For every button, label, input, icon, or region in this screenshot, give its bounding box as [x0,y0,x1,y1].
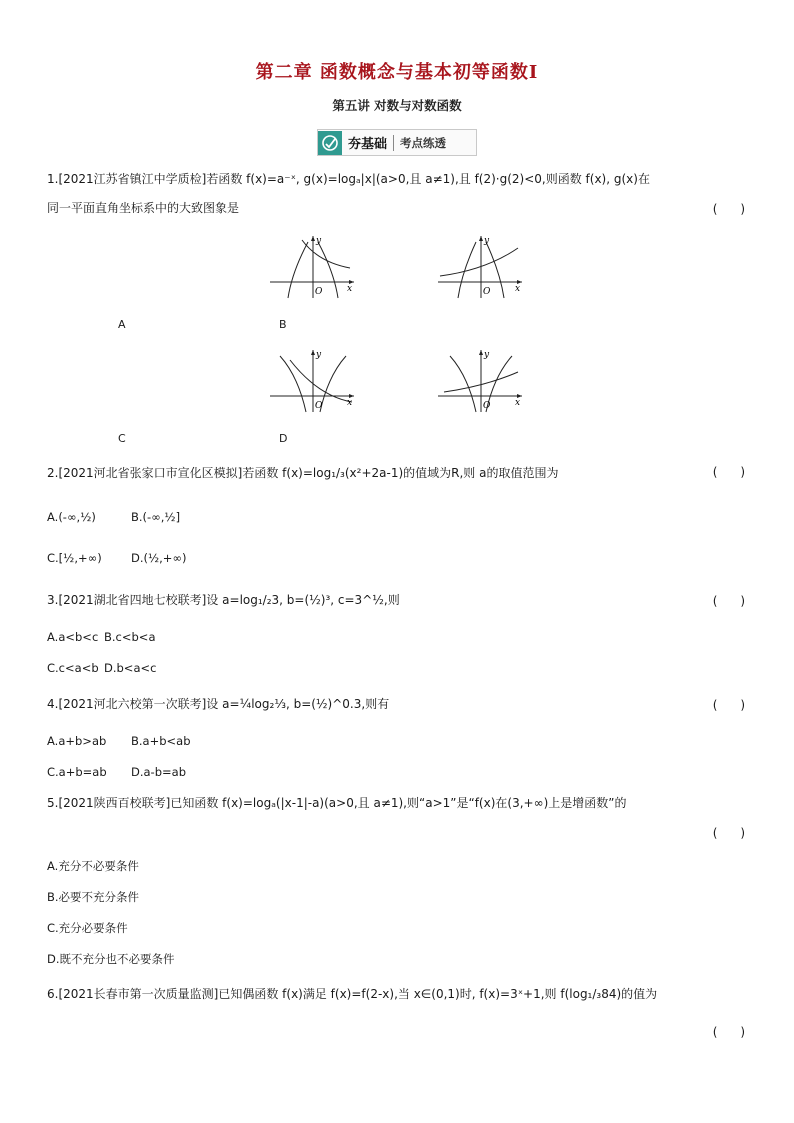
answer-blank-2[interactable]: ( ) [712,465,745,479]
chapter-title: 第二章 函数概念与基本初等函数Ⅰ [255,62,539,83]
question-5: 5.[2021陕西百校联考]已知函数 f(x)=logₐ(|x-1|-a)(a>0,且 a≠1),则“a>1”是“f(x)在(3,+∞)上是增函数”的 [47,796,627,810]
graph-c-y-label: y [316,350,322,360]
q2-option-c[interactable]: C.[½,+∞) [47,551,102,565]
q2-option-b[interactable]: B.(-∞,½] [131,510,181,524]
q5-option-b[interactable]: B.必要不充分条件 [47,890,140,904]
question-1-line2: 同一平面直角坐标系中的大致图象是 [47,201,240,215]
q2-option-d[interactable]: D.(½,+∞) [131,551,187,565]
question-2: 2.[2021河北省张家口市宣化区模拟]若函数 f(x)=log₁/₃(x²+2a-1)的值域为R,则 a的取值范围为 [47,466,559,480]
graph-d-y-label: y [484,350,490,360]
graph-c-origin: O [315,401,323,411]
answer-blank-5[interactable]: ( ) [712,826,745,840]
q3-option-d[interactable]: D.b<a<c [104,661,157,675]
graph-option-a [268,232,358,302]
badge-main-label: 夯基础 [348,137,388,152]
q4-option-a[interactable]: A.a+b>ab [47,734,107,748]
question-4: 4.[2021河北六校第一次联考]设 a=¼log₂⅓, b=(½)^0.3,则有 [47,697,390,711]
q4-option-b[interactable]: B.a+b<ab [131,734,191,748]
q5-option-c[interactable]: C.充分必要条件 [47,921,128,935]
answer-blank-6[interactable]: ( ) [712,1025,745,1039]
q2-option-a[interactable]: A.(-∞,½) [47,510,96,524]
badge-sub-label: 考点练透 [400,135,447,150]
graph-d-origin: O [483,401,491,411]
graph-b-y-label: y [484,236,490,246]
graph-b-origin: O [483,287,491,297]
question-1-line1: 1.[2021江苏省镇江中学质检]若函数 f(x)=a⁻ˣ, g(x)=logₐ|x|(a>0,且 a≠1),且 f(2)·g(2)<0,则函数 f(x), g(x)在 [47,172,650,186]
graph-a-x-label: x [347,284,353,294]
section-badge [317,129,477,156]
target-icon [318,131,342,155]
graph-a-label: A [118,318,126,331]
q3-option-a[interactable]: A.a<b<c [47,630,99,644]
graph-c-label: C [118,432,126,445]
q4-option-c[interactable]: C.a+b=ab [47,765,107,779]
graph-option-b [436,232,526,302]
graph-option-c [268,346,358,416]
q5-option-d[interactable]: D.既不充分也不必要条件 [47,952,175,966]
graph-option-d [436,346,526,416]
graph-d-label: D [279,432,288,445]
graph-d-x-label: x [515,398,521,408]
answer-blank-1[interactable]: ( ) [712,202,745,216]
question-6: 6.[2021长春市第一次质量监测]已知偶函数 f(x)满足 f(x)=f(2-x),当 x∈(0,1)时, f(x)=3ˣ+1,则 f(log₁/₃84)的值为 [47,987,658,1001]
graph-a-origin: O [315,287,323,297]
q5-option-a[interactable]: A.充分不必要条件 [47,859,139,873]
lesson-title: 第五讲 对数与对数函数 [332,98,462,113]
q3-option-c[interactable]: C.c<a<b [47,661,99,675]
graph-b-x-label: x [515,284,521,294]
question-3: 3.[2021湖北省四地七校联考]设 a=log₁/₂3, b=(½)³, c=3^½,则 [47,593,400,607]
graph-a-y-label: y [316,236,322,246]
graph-b-label: B [279,318,287,331]
answer-blank-3[interactable]: ( ) [712,594,745,608]
graph-c-x-label: x [347,398,353,408]
q3-option-b[interactable]: B.c<b<a [104,630,156,644]
q4-option-d[interactable]: D.a-b=ab [131,765,186,779]
answer-blank-4[interactable]: ( ) [712,698,745,712]
